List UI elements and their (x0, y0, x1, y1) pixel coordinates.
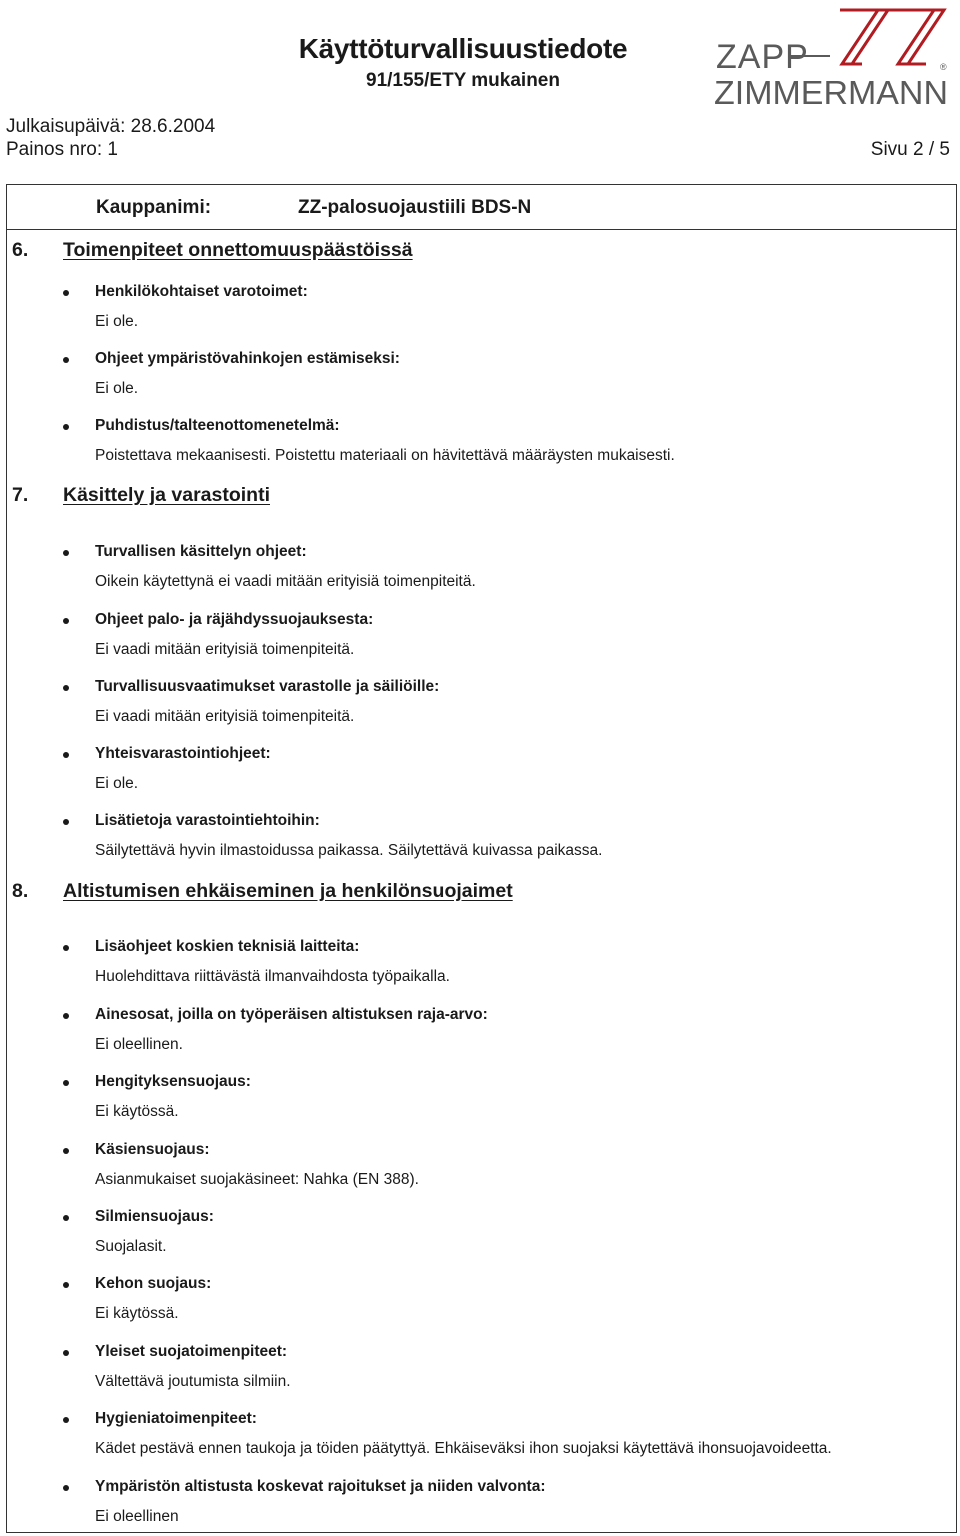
bullet-icon (63, 752, 69, 758)
zz-logo-mark-icon (840, 10, 944, 64)
document-title: Käyttöturvallisuustiedote (298, 33, 628, 64)
item-label: Henkilökohtaiset varotoimet: (95, 283, 308, 300)
item-value: Ei ole. (95, 775, 139, 792)
bullet-icon (63, 1080, 69, 1086)
logo-line2: ZIMMERMANN (714, 74, 948, 108)
bullet-icon (63, 819, 69, 825)
item-value: Ei käytössä. (95, 1103, 179, 1120)
item-value: Ei oleellinen (95, 1508, 179, 1525)
item-label: Yleiset suojatoimenpiteet: (95, 1343, 288, 1360)
section-heading: 8. Altistumisen ehkäiseminen ja henkilönsuojaimet (12, 880, 513, 902)
bullet-icon (63, 945, 69, 951)
item-label: Yhteisvarastointiohjeet: (95, 745, 271, 762)
page-number: Sivu 2 / 5 (870, 139, 950, 160)
bullet-icon (63, 1215, 69, 1221)
item-label: Hengityksensuojaus: (95, 1073, 251, 1090)
bullet-icon (63, 1417, 69, 1423)
trade-name-value: ZZ-palosuojaustiili BDS-N (298, 197, 532, 218)
publication-date: Julkaisupäivä: 28.6.2004 (6, 116, 216, 137)
content-frame (6, 184, 957, 1533)
bullet-icon (63, 290, 69, 296)
item-value: Oikein käytettynä ei vaadi mitään erityisiä toimenpiteitä. (95, 573, 476, 590)
bullet-icon (63, 685, 69, 691)
item-label: Ohjeet palo- ja räjähdyssuojauksesta: (95, 611, 374, 628)
item-label: Hygieniatoimenpiteet: (95, 1410, 257, 1427)
item-value: Ei oleellinen. (95, 1036, 183, 1053)
section-heading: 6. Toimenpiteet onnettomuuspäästöissä (12, 239, 413, 261)
registered-icon: ® (940, 62, 947, 72)
item-label: Kehon suojaus: (95, 1275, 212, 1292)
item-value: Kädet pestävä ennen taukoja ja töiden päätyttyä. Ehkäiseväksi ihon suojaksi käytettävä ihonsuojavoideetta. (95, 1440, 832, 1457)
zapp-zimmermann-logo (712, 4, 952, 108)
trade-name-label: Kauppanimi: (96, 197, 212, 218)
trade-name-row (7, 185, 956, 230)
bullet-icon (63, 1350, 69, 1356)
logo-line1: ZAPP (716, 38, 809, 76)
item-value: Asianmukaiset suojakäsineet: Nahka (EN 388). (95, 1171, 419, 1188)
item-value: Ei ole. (95, 380, 139, 397)
item-label: Ohjeet ympäristövahinkojen estämiseksi: (95, 350, 400, 367)
item-label: Puhdistus/talteenottomenetelmä: (95, 417, 340, 434)
item-value: Ei ole. (95, 313, 139, 330)
bullet-icon (63, 550, 69, 556)
item-value: Vältettävä joutumista silmiin. (95, 1373, 291, 1390)
section-heading: 7. Käsittely ja varastointi (12, 484, 270, 506)
bullet-icon (63, 424, 69, 430)
bullet-icon (63, 618, 69, 624)
item-label: Turvallisen käsittelyn ohjeet: (95, 543, 307, 560)
bullet-icon (63, 1485, 69, 1491)
item-value: Säilytettävä hyvin ilmastoidussa paikassa. Säilytettävä kuivassa paikassa. (95, 842, 603, 859)
edition-number: Painos nro: 1 (6, 139, 118, 160)
item-label: Käsiensuojaus: (95, 1141, 210, 1158)
item-value: Huolehdittava riittävästä ilmanvaihdosta työpaikalla. (95, 968, 450, 985)
item-label: Ympäristön altistusta koskevat rajoitukset ja niiden valvonta: (95, 1478, 546, 1495)
item-value: Ei vaadi mitään erityisiä toimenpiteitä. (95, 641, 355, 658)
item-label: Silmiensuojaus: (95, 1208, 214, 1225)
item-value: Suojalasit. (95, 1238, 167, 1255)
bullet-icon (63, 357, 69, 363)
item-value: Ei käytössä. (95, 1305, 179, 1322)
item-value: Ei vaadi mitään erityisiä toimenpiteitä. (95, 708, 355, 725)
bullet-icon (63, 1282, 69, 1288)
item-label: Lisäohjeet koskien teknisiä laitteita: (95, 938, 360, 955)
bullet-icon (63, 1148, 69, 1154)
item-value: Poistettava mekaanisesti. Poistettu materiaali on hävitettävä määräysten mukaisesti. (95, 447, 675, 464)
bullet-icon (63, 1013, 69, 1019)
item-label: Lisätietoja varastointiehtoihin: (95, 812, 320, 829)
item-label: Ainesosat, joilla on työperäisen altistuksen raja-arvo: (95, 1006, 488, 1023)
document-subtitle: 91/155/ETY mukainen (366, 70, 560, 91)
item-label: Turvallisuusvaatimukset varastolle ja säiliöille: (95, 678, 440, 695)
